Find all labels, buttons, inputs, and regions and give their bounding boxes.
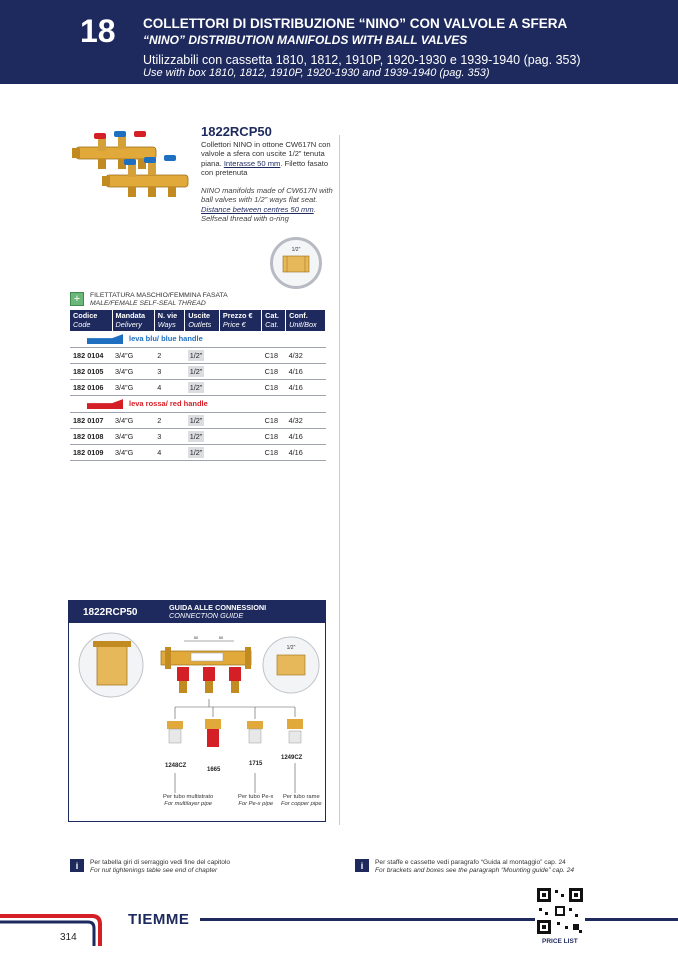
cell-ways: 2 — [154, 348, 185, 364]
cell-ways: 3 — [154, 364, 185, 380]
table-header-cell — [219, 310, 261, 331]
cell-conf: 4/16 — [286, 445, 326, 461]
guide-header — [69, 601, 325, 623]
thread-detail-label: 1/2" — [291, 247, 301, 253]
table-header-cell — [286, 310, 326, 331]
connection-guide — [68, 600, 326, 822]
guide-foot-2-en: For Pe-x pipe — [238, 801, 274, 807]
group-cell — [70, 331, 326, 348]
guide-foot-pex — [238, 794, 273, 808]
cell-outlets — [185, 380, 220, 396]
guide-code: 1822RCP50 — [83, 607, 138, 618]
table-header-row — [70, 310, 326, 331]
cell-delivery: 3/4”G — [112, 445, 154, 461]
qr-code-icon[interactable] — [535, 886, 585, 936]
outlet-value: 1/2” — [189, 448, 203, 458]
product-image — [70, 125, 192, 205]
red-handle-icon — [87, 399, 123, 409]
header-label-en: Price € — [222, 319, 246, 329]
cell-price — [219, 380, 261, 396]
cell-delivery: 3/4”G — [112, 380, 154, 396]
cell-code: 182 0107 — [70, 413, 112, 429]
cell-delivery: 3/4”G — [112, 364, 154, 380]
fitting-label-1: 1248CZ — [165, 763, 187, 769]
header-label-it: Codice — [73, 311, 98, 320]
cell-code: 182 0104 — [70, 348, 112, 364]
table-header-cell — [262, 310, 286, 331]
header-label-en: Ways — [157, 319, 176, 329]
header-label-it: Conf. — [289, 311, 308, 320]
column-divider — [339, 135, 340, 825]
product-description-it — [201, 140, 336, 177]
desc-en-part1: NINO manifolds made of CW617N with ball valves with 1/2” ways flat seat. — [201, 186, 333, 205]
cell-code: 182 0106 — [70, 380, 112, 396]
table-row — [70, 364, 326, 380]
desc-en-underlined: Distance between centres 50 mm — [201, 204, 314, 214]
fitting-label-4: 1249CZ — [281, 755, 303, 761]
note-left — [90, 859, 230, 875]
cell-outlets — [185, 364, 220, 380]
table-group-row — [70, 331, 326, 348]
guide-foot-2-it: Per tubo Pe-x — [238, 794, 274, 800]
outlet-value: 1/2” — [189, 416, 203, 426]
cell-cat: C18 — [262, 348, 286, 364]
table-header-cell — [70, 310, 112, 331]
table-row — [70, 348, 326, 364]
guide-foot-copper — [281, 794, 322, 808]
header-label-it: Prezzo € — [222, 311, 253, 320]
header-subtitle-it: Utilizzabili con cassetta 1810, 1812, 1910P, 1920-1930 e 1939-1940 (pag. 353) — [143, 53, 581, 67]
guide-diagram — [69, 623, 325, 821]
guide-dim-1: 50 — [193, 635, 199, 640]
table-header-cell — [112, 310, 154, 331]
header-label-en: Cat. — [265, 319, 279, 329]
thread-note-it: FILETTATURA MASCHIO/FEMMINA FASATA — [90, 292, 228, 299]
cell-cat: C18 — [262, 364, 286, 380]
cell-conf: 4/16 — [286, 364, 326, 380]
blue-handle-icon — [87, 334, 123, 344]
cell-price — [219, 429, 261, 445]
outlet-value: 1/2” — [189, 432, 203, 442]
cell-conf: 4/32 — [286, 348, 326, 364]
note-left-it: Per tabella giri di serraggio vedi fine del capitolo — [90, 859, 231, 866]
header-label-en: Code — [73, 319, 91, 329]
cell-conf: 4/16 — [286, 380, 326, 396]
table-row — [70, 413, 326, 429]
cell-outlets — [185, 413, 220, 429]
group-label: leva blu/ blue handle — [129, 334, 203, 343]
header-label-it: Uscite — [188, 311, 211, 320]
page-number: 314 — [60, 932, 77, 943]
note-right — [375, 859, 574, 875]
guide-circle-label: 1/2" — [286, 645, 296, 651]
cell-code: 182 0105 — [70, 364, 112, 380]
cell-price — [219, 348, 261, 364]
thread-detail-circle — [270, 237, 322, 289]
product-table — [70, 310, 326, 461]
desc-it-underlined: Interasse 50 mm — [223, 158, 281, 168]
table-header-cell — [154, 310, 185, 331]
cell-conf: 4/16 — [286, 429, 326, 445]
product-code: 1822RCP50 — [201, 124, 272, 139]
header-title-en: “NINO” DISTRIBUTION MANIFOLDS WITH BALL VALVES — [143, 33, 468, 47]
note-right-it: Per staffe e cassette vedi paragrafo “Guida al montaggio” cap. 24 — [375, 859, 566, 866]
brand-logo: TIEMME — [128, 911, 190, 928]
header-subtitle-en: Use with box 1810, 1812, 1910P, 1920-1930 and 1939-1940 (pag. 353) — [143, 67, 490, 79]
guide-foot-multilayer — [163, 794, 213, 808]
qr-label: PRICE LIST — [542, 938, 578, 945]
fitting-label-2: 1665 — [207, 767, 221, 773]
info-icon: i — [70, 859, 84, 872]
guide-foot-3-it: Per tubo rame — [282, 794, 320, 800]
guide-foot-1-en: For multilayer pipe — [164, 801, 212, 807]
thread-plus-icon: + — [70, 292, 84, 306]
cell-cat: C18 — [262, 413, 286, 429]
header-label-it: N. vie — [157, 311, 178, 320]
guide-dim-2: 50 — [218, 635, 224, 640]
header-label-en: Outlets — [188, 319, 212, 329]
cell-conf: 4/32 — [286, 413, 326, 429]
cell-ways: 3 — [154, 429, 185, 445]
table-header-cell — [185, 310, 220, 331]
group-cell — [70, 396, 326, 413]
table-row — [70, 429, 326, 445]
group-label: leva rossa/ red handle — [129, 399, 208, 409]
cell-cat: C18 — [262, 445, 286, 461]
table-row — [70, 445, 326, 461]
note-right-en: For brackets and boxes see the paragraph “Mounting guide” cap. 24 — [375, 867, 575, 874]
footer-line — [200, 918, 678, 921]
cell-delivery: 3/4”G — [112, 413, 154, 429]
guide-title — [169, 604, 266, 620]
guide-foot-3-en: For copper pipe — [281, 801, 322, 807]
header-label-en: Unit/Box — [289, 319, 317, 329]
header-label-en: Delivery — [115, 319, 142, 329]
cell-price — [219, 445, 261, 461]
cell-price — [219, 364, 261, 380]
outlet-value: 1/2” — [189, 367, 203, 377]
cell-ways: 2 — [154, 413, 185, 429]
cell-code: 182 0108 — [70, 429, 112, 445]
guide-title-it: GUIDA ALLE CONNESSIONI — [169, 603, 267, 612]
thread-note-en: MALE/FEMALE SELF-SEAL THREAD — [90, 300, 206, 307]
cell-code: 182 0109 — [70, 445, 112, 461]
info-icon: i — [355, 859, 369, 872]
cell-ways: 4 — [154, 380, 185, 396]
cell-ways: 4 — [154, 445, 185, 461]
desc-it-part2: . Filetto fasato con pretenuta — [201, 158, 329, 177]
guide-foot-1-it: Per tubo multistrato — [163, 794, 214, 800]
thread-note — [90, 292, 228, 308]
product-description-en — [201, 186, 341, 223]
fitting-label-3: 1715 — [249, 761, 263, 767]
table-row — [70, 380, 326, 396]
cell-price — [219, 413, 261, 429]
page-header — [0, 0, 678, 84]
cell-outlets — [185, 429, 220, 445]
cell-delivery: 3/4”G — [112, 429, 154, 445]
header-label-it: Mandata — [115, 311, 146, 320]
header-title-it: COLLETTORI DI DISTRIBUZIONE “NINO” CON VALVOLE A SFERA — [143, 16, 568, 31]
outlet-value: 1/2” — [189, 383, 203, 393]
outlet-value: 1/2” — [189, 351, 203, 361]
table-group-row — [70, 396, 326, 413]
chapter-number: 18 — [80, 13, 116, 49]
thread-detail-icon — [273, 240, 319, 286]
cell-outlets — [185, 348, 220, 364]
desc-it-part1: Collettori NINO in ottone CW617N con valvole a sfera con uscite 1/2” tenuta piana. — [201, 140, 331, 168]
note-left-en: For nut tightenings table see end of chapter — [90, 867, 218, 874]
desc-en-part2: . Selfseal thread with o-ring — [201, 204, 316, 223]
cell-outlets — [185, 445, 220, 461]
cell-delivery: 3/4”G — [112, 348, 154, 364]
cell-cat: C18 — [262, 380, 286, 396]
cell-cat: C18 — [262, 429, 286, 445]
guide-title-en: CONNECTION GUIDE — [169, 611, 244, 620]
header-label-it: Cat. — [265, 311, 279, 320]
